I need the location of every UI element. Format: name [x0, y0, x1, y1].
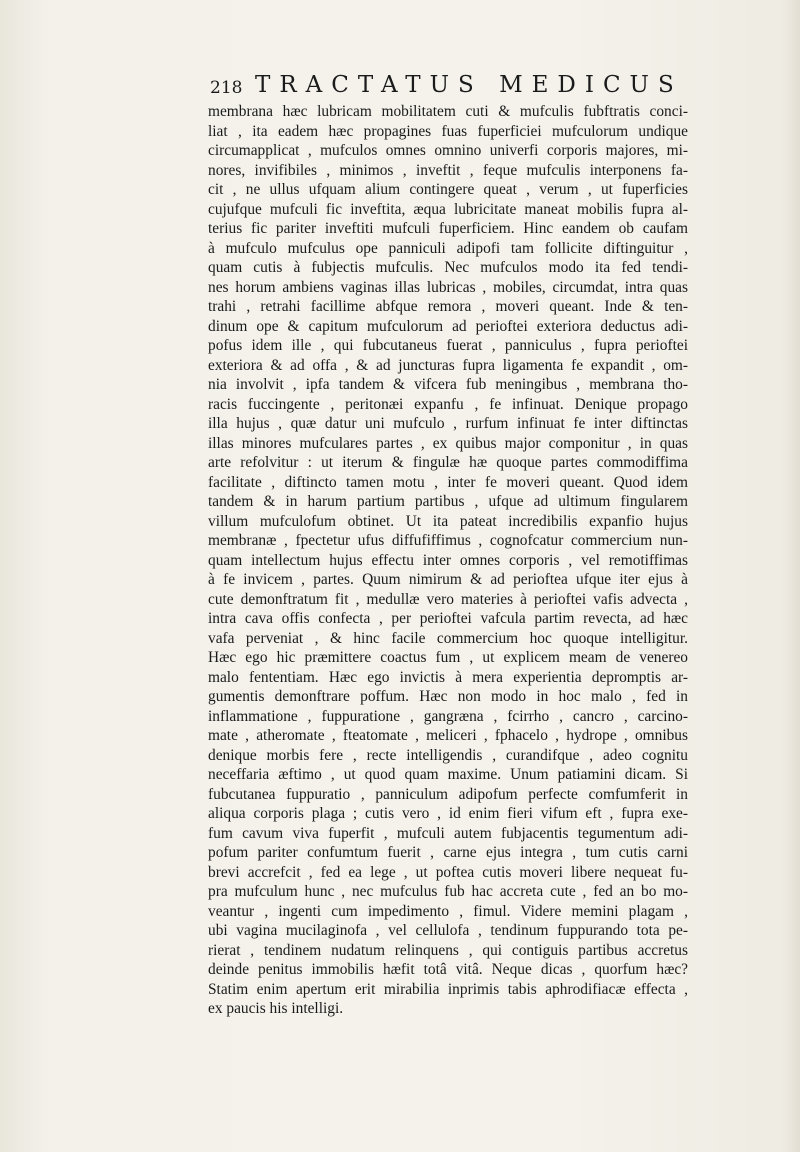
text-line: nia involvit , ipfa tandem & vifcera fub meningibus , membrana tho-	[208, 376, 688, 393]
page-fold-shadow	[782, 0, 800, 1152]
body-text	[208, 102, 688, 1019]
text-line: illa hujus , quæ datur uni mufculo , rurfum infinuat fe inter diftinctas	[208, 415, 688, 432]
text-line: cute demonftratum fit , medullæ vero materies à perioftei vafis advecta ,	[208, 590, 688, 608]
text-line: membranæ , fpectetur ufus diffufiffimus , cognofcatur commercium nun-	[208, 532, 688, 549]
running-title: TRACTATUS MEDICUS	[255, 72, 683, 98]
text-line: circumapplicat , mufculos omnes omnino univerfi corporis majores, mi-	[208, 142, 688, 159]
text-line: arte refolvitur : ut iterum & fingulæ hæ quoque partes commodiffima	[208, 454, 688, 471]
text-line: membrana hæc lubricam mobilitatem cuti & mufculis fubftratis conci-	[208, 103, 688, 120]
text-line: facilitate , diftincto tamen motu , inter fe moveri queant. Quod idem	[208, 473, 688, 491]
text-line: trahi , retrahi facillime abfque remora , moveri queant. Inde & ten-	[208, 298, 688, 315]
text-line: aliqua corporis plaga ; cutis vero , id enim fieri vifum eft , fupra exe-	[208, 805, 688, 822]
text-line: vafa perveniat , & hinc facile commercium hoc quoque intelligitur.	[208, 629, 688, 647]
text-line: denique morbis fere , recte intelligendis , curandifque , adeo cognitu	[208, 746, 688, 764]
text-line: mate , atheromate , fteatomate , meliceri , fphacelo , hydrope , omnibus	[208, 727, 688, 744]
text-line: quam cutis à fubjectis mufculis. Nec mufculos modo ita fed tendi-	[208, 259, 688, 276]
text-line: ubi vagina mucilaginofa , vel cellulofa , tendinum fuppurando tota pe-	[208, 922, 688, 939]
text-line: Statim enim apertum erit mirabilia inprimis tabis aphrodifiacæ effecta ,	[208, 980, 688, 998]
text-line: brevi accrefcit , fed ea lege , ut poftea cutis moveri libere nequeat fu-	[208, 863, 688, 881]
text-line: villum mufculofum obtinet. Ut ita pateat incredibilis expanfio hujus	[208, 512, 688, 530]
text-line: neceffaria æftimo , ut quod quam maxime. Unum patiamini dicam. Si	[208, 766, 688, 783]
text-line: racis fuccingente , peritonæi expanfu , fe infinuat. Denique propago	[208, 395, 688, 413]
page-number: 218	[210, 78, 243, 98]
text-line: fubcutanea fuppuratio , panniculum adipofum perfecte comfumferit in	[208, 785, 688, 803]
text-line: fum cavum viva fuperfit , mufculi autem fubjacentis tegumentum adi-	[208, 824, 688, 842]
text-line: malo fententiam. Hæc ego invictis à mera experientia depromptis ar-	[208, 668, 688, 686]
text-line: illas minores mufculares partes , ex quibus major componitur , in quas	[208, 434, 688, 452]
text-line: à mufculo mufculus ope panniculi adipofi tam follicite diftinguitur ,	[208, 239, 688, 257]
text-line: liat , ita eadem hæc propagines fuas fuperficiei mufculorum undique	[208, 122, 688, 140]
text-line: pofum pariter confumtum fuerit , carne ejus integra , tum cutis carni	[208, 844, 688, 861]
text-line: terius fic pariter inveftiti mufculi fuperficiem. Hinc eandem ob caufam	[208, 220, 688, 237]
text-line: intra cava offis confecta , per perioftei vafcula partim revecta, ad hæc	[208, 610, 688, 627]
text-line: veantur , ingenti cum impedimento , fimul. Videre memini plagam ,	[208, 902, 688, 920]
text-line: exteriora & ad offa , & ad juncturas fupra ligamenta fe expandit , om-	[208, 356, 688, 374]
text-line: ex paucis his intelligi.	[208, 1000, 344, 1017]
page-header	[210, 72, 690, 102]
text-line: quam intellectum hujus effectu inter omnes corporis , vel remotiffimas	[208, 551, 688, 569]
text-line: rierat , tendinem nudatum relinquens , qui contiguis partibus accretus	[208, 941, 688, 959]
text-line: dinum ope & capitum mufculorum ad perioftei exteriora deductus adi-	[208, 317, 688, 335]
text-line: pra mufculum hunc , nec mufculus fub hac accreta cute , fed an bo mo-	[208, 883, 688, 900]
text-line: à fe invicem , partes. Quum nimirum & ad perioftea ufque iter ejus à	[208, 571, 688, 588]
text-line: Hæc ego hic præmittere coactus fum , ut explicem meam de venereo	[208, 649, 688, 666]
text-line: tandem & in harum partium partibus , ufque ad ultimum fingularem	[208, 493, 688, 510]
text-line: cujufque mufculi fic inveftita, æqua lubricitate maneat mobilis fupra al-	[208, 200, 688, 218]
text-line: gumentis demonftrare poffum. Hæc non modo in hoc malo , fed in	[208, 688, 688, 705]
text-line: pofus idem ille , qui fubcutaneus fuerat , panniculus , fupra perioftei	[208, 337, 688, 354]
text-line: inflammatione , fuppuratione , gangræna , fcirrho , cancro , carcino-	[208, 707, 688, 725]
text-line: cit , ne ullus ufquam alium contingere queat , verum , ut fuperficies	[208, 181, 688, 198]
text-line: deinde penitus immobilis hæfit totâ vitâ. Neque dicas , quorfum hæc?	[208, 961, 688, 978]
text-line: nores, invifibiles , minimos , inveftit , feque mufculis interponens fa-	[208, 161, 688, 179]
text-line: nes horum ambiens vaginas illas lubricas , mobiles, circumdat, intra quas	[208, 278, 688, 296]
